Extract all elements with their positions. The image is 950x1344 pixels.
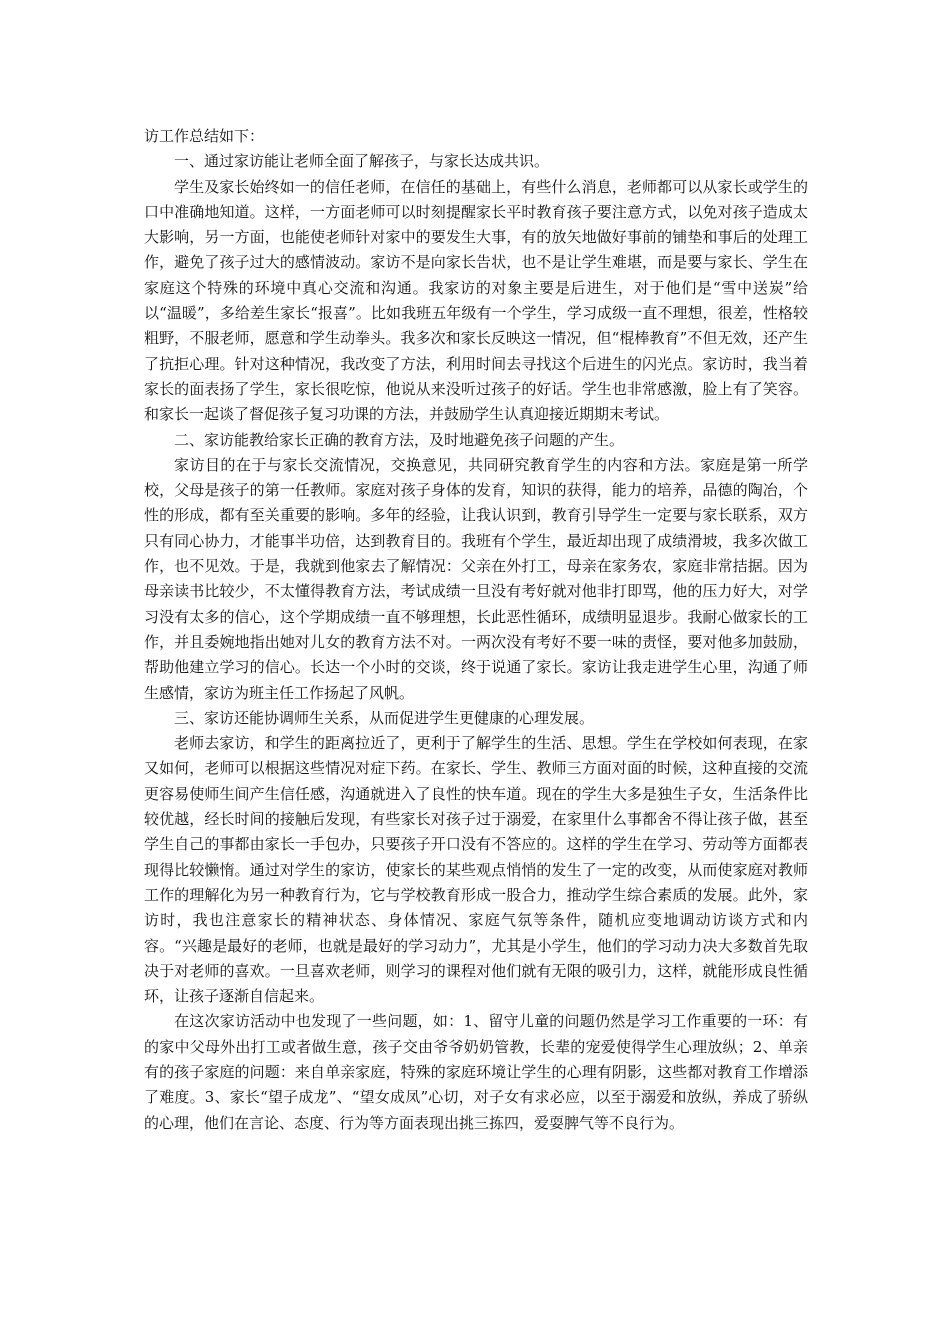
section-heading-2: 二、家访能教给家长正确的教育方法，及时地避免孩子问题的产生。 <box>174 430 625 449</box>
intro-line: 访工作总结如下： <box>144 127 265 145</box>
section-heading-1: 一、通过家访能让老师全面了解孩子，与家长达成共识。 <box>174 152 550 171</box>
body-paragraph-2: 家访目的在于与家长交流情况，交换意见，共同研究教育学生的内容和方法。家庭是第一所学校，父母是孩子的第一任教师。家庭对孩子身体的发育，知识的获得，能力的培养，品德的陶冶，个性的形成，都有至关重要的影响。多年的经验，让我认识到，教育引导学生一定要与家长联系，双方只有同心协力，才能事半功倍，达到教育目的。我班有个学生，最近却出现了成绩滑坡，我多次做工作，也不见效。于是，我就到他家去了解情况：父亲在外打工，母亲在家务农，家庭非常拮据。因为母亲读书比较少，不太懂得教育方法，考试成绩一旦没有考好就对他非打即骂，他的压力好大，对学习没有太多的信心，这个学期成绩一直不够理想，长此恶性循环，成绩明显退步。我耐心做家长的工作，并且委婉地指出她对儿女的教育方法不对。一两次没有考好不要一味的责怪，要对他多加鼓励，帮助他建立学习的信心。长达一个小时的交谈，终于说通了家长。家访让我走进学生心里，沟通了师生感情，家访为班主任工作扬起了风帆。 <box>144 455 808 702</box>
section-heading-3: 三、家访还能协调师生关系，从而促进学生更健康的心理发展。 <box>174 708 595 727</box>
document-page <box>144 124 808 1136</box>
body-paragraph-4: 在这次家访活动中也发现了一些问题，如：1、留守儿童的问题仍然是学习工作重要的一环：有的家中父母外出打工或者做生意，孩子交由爷爷奶奶管教，长辈的宠爱使得学生心理放纵；2、单亲有的孩子家庭的问题：来自单亲家庭，特殊的家庭环境让学生的心理有阴影，这些都对教育工作增添了难度。3、家长“望子成龙”、“望女成凤”心切，对子女有求必应，以至于溺爱和放纵，养成了骄纵的心理，他们在言论、态度、行为等方面表现出挑三拣四，爱耍脾气等不良行为。 <box>144 1012 808 1132</box>
body-paragraph-3: 老师去家访，和学生的距离拉近了，更利于了解学生的生活、思想。学生在学校如何表现，在家又如何，老师可以根据这些情况对症下药。在家长、学生、教师三方面对面的时候，这种直接的交流更容易使师生间产生信任感，沟通就进入了良性的快车道。现在的学生大多是独生子女，生活条件比较优越，经长时间的接触后发现，有些家长对孩子过于溺爱，在家里什么事都舍不得让孩子做，甚至学生自己的事都由家长一手包办，只要孩子开口没有不答应的。这样的学生在学习、劳动等方面都表现得比较懒惰。通过对学生的家访，使家长的某些观点悄悄的发生了一定的改变，从而使家庭对教师工作的理解化为另一种教育行为，它与学校教育形成一股合力，推动学生综合素质的发展。此外，家访时，我也注意家长的精神状态、身体情况、家庭气氛等条件，随机应变地调动访谈方式和内容。“兴趣是最好的老师，也就是最好的学习动力”，尤其是小学生，他们的学习动力决大多数首先取决于对老师的喜欢。一旦喜欢老师，则学习的课程对他们就有无限的吸引力，这样，就能形成良性循环，让孩子逐渐自信起来。 <box>144 734 808 1006</box>
body-paragraph-1: 学生及家长始终如一的信任老师，在信任的基础上，有些什么消息，老师都可以从家长或学生的口中准确地知道。这样，一方面老师可以时刻提醒家长平时教育孩子要注意方式，以免对孩子造成太大影响，另一方面，也能使老师针对家中的要发生大事，有的放矢地做好事前的铺垫和事后的处理工作，避免了孩子过大的感情波动。家访不是向家长告状，也不是让学生难堪，而是要与家长、学生在家庭这个特殊的环境中真心交流和沟通。我家访的对象主要是后进生，对于他们是“雪中送炭”给以“温暖”，多给差生家长“报喜”。比如我班五年级有一个学生，学习成级一直不理想，很差，性格较粗野，不服老师，愿意和学生动拳头。我多次和家长反映这一情况，但“棍棒教育”不但无效，还产生了抗拒心理。针对这种情况，我改变了方法，利用时间去寻找这个后进生的闪光点。家访时，我当着家长的面表扬了学生，家长很吃惊，他说从来没听过孩子的好话。学生也非常感激，脸上有了笑容。和家长一起谈了督促孩子复习功课的方法，并鼓励学生认真迎接近期期末考试。 <box>144 177 808 424</box>
